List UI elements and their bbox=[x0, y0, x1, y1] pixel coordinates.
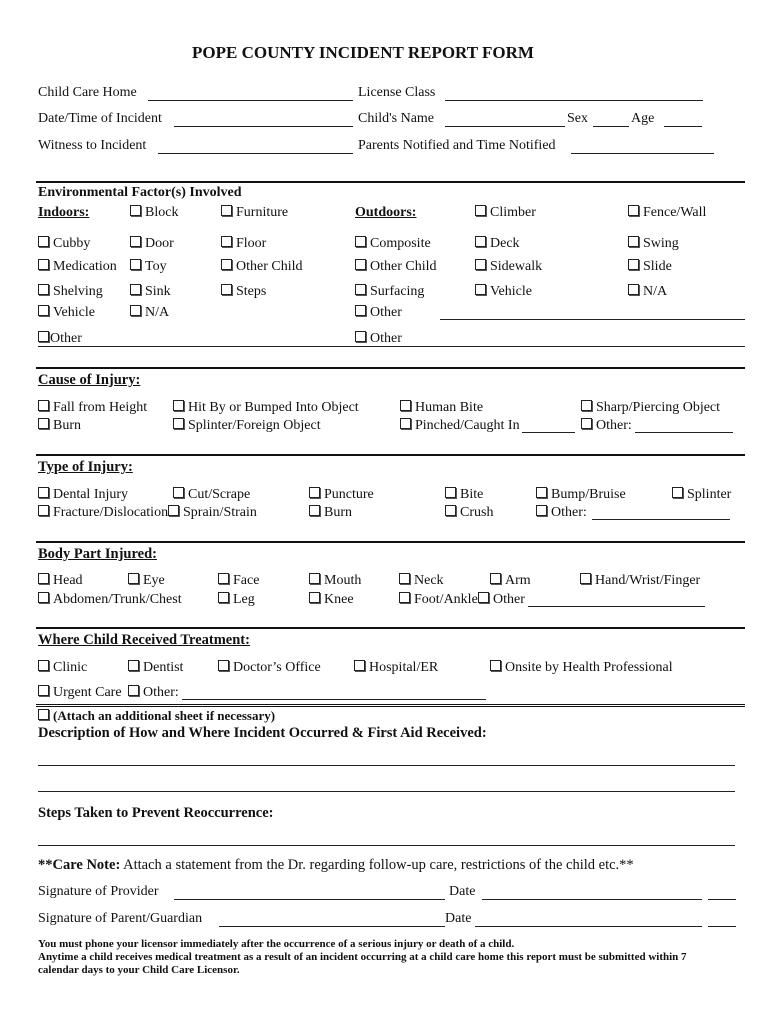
steps-heading: Steps Taken to Prevent Reoccurrence: bbox=[38, 805, 274, 821]
section-divider bbox=[36, 454, 745, 456]
checkbox-hand-wrist[interactable]: Hand/Wrist/Finger bbox=[580, 573, 700, 589]
age-field[interactable] bbox=[664, 126, 702, 127]
checkbox-sharp-object[interactable]: Sharp/Piercing Object bbox=[581, 400, 720, 416]
checkbox-attach-sheet[interactable]: (Attach an additional sheet if necessary) bbox=[38, 708, 275, 724]
checkbox-puncture[interactable]: Puncture bbox=[309, 487, 374, 503]
checkbox-other-child-indoor[interactable]: Other Child bbox=[221, 259, 303, 275]
other-treatment-field[interactable] bbox=[182, 699, 486, 700]
childs-name-label: Child's Name bbox=[358, 111, 435, 126]
checkbox-swing[interactable]: Swing bbox=[628, 236, 679, 252]
checkbox-head[interactable]: Head bbox=[38, 573, 83, 589]
care-note: **Care Note: Attach a statement from the Dr. regarding follow-up care, restrictions of the child etc.** bbox=[38, 857, 634, 873]
checkbox-eye[interactable]: Eye bbox=[128, 573, 165, 589]
env-heading: Environmental Factor(s) Involved bbox=[38, 185, 242, 200]
date-parent-label: Date bbox=[445, 911, 472, 926]
checkbox-medication[interactable]: Medication bbox=[38, 259, 117, 275]
checkbox-mouth[interactable]: Mouth bbox=[309, 573, 361, 589]
checkbox-climber[interactable]: Climber bbox=[475, 205, 536, 221]
description-line-1[interactable] bbox=[38, 765, 735, 766]
checkbox-sink[interactable]: Sink bbox=[130, 284, 171, 300]
checkbox-vehicle-indoor[interactable]: Vehicle bbox=[38, 305, 95, 321]
child-care-home-label: Child Care Home bbox=[38, 85, 137, 100]
section-divider bbox=[36, 704, 745, 707]
sex-field[interactable] bbox=[593, 126, 629, 127]
parents-notified-label: Parents Notified and Time Notified bbox=[358, 138, 556, 153]
footer-line-1: You must phone your licensor immediately after the occurrence of a serious injury or death of a child. bbox=[38, 938, 515, 950]
checkbox-abdomen[interactable]: Abdomen/Trunk/Chest bbox=[38, 592, 182, 608]
other-cause-field[interactable] bbox=[635, 432, 733, 433]
outdoors-label: Outdoors: bbox=[355, 205, 417, 220]
checkbox-vehicle-outdoor[interactable]: Vehicle bbox=[475, 284, 532, 300]
section-divider bbox=[36, 541, 745, 543]
checkbox-surfacing[interactable]: Surfacing bbox=[355, 284, 424, 300]
cause-heading: Cause of Injury: bbox=[38, 372, 141, 388]
checkbox-cut-scrape[interactable]: Cut/Scrape bbox=[173, 487, 250, 503]
checkbox-other-outdoor-2[interactable]: Other bbox=[355, 331, 402, 347]
checkbox-block[interactable]: Block bbox=[130, 205, 178, 221]
parents-notified-field[interactable] bbox=[571, 153, 714, 154]
checkbox-other-indoor[interactable]: Other bbox=[38, 331, 82, 347]
footer-line-3: calendar days to your Child Care Licensor. bbox=[38, 964, 240, 976]
checkbox-fence-wall[interactable]: Fence/Wall bbox=[628, 205, 706, 221]
checkbox-burn-cause[interactable]: Burn bbox=[38, 418, 81, 434]
section-divider bbox=[36, 627, 745, 629]
body-heading: Body Part Injured: bbox=[38, 546, 157, 562]
treatment-heading: Where Child Received Treatment: bbox=[38, 632, 250, 648]
checkbox-floor[interactable]: Floor bbox=[221, 236, 266, 252]
sig-provider-label: Signature of Provider bbox=[38, 884, 159, 899]
checkbox-burn-type[interactable]: Burn bbox=[309, 505, 352, 521]
checkbox-arm[interactable]: Arm bbox=[490, 573, 531, 589]
indoors-label: Indoors: bbox=[38, 205, 90, 220]
checkbox-shelving[interactable]: Shelving bbox=[38, 284, 103, 300]
license-class-label: License Class bbox=[358, 85, 436, 100]
checkbox-slide[interactable]: Slide bbox=[628, 259, 672, 275]
date-provider-label: Date bbox=[449, 884, 476, 899]
checkbox-human-bite[interactable]: Human Bite bbox=[400, 400, 483, 416]
date-parent-extra[interactable] bbox=[708, 926, 736, 927]
checkbox-crush[interactable]: Crush bbox=[445, 505, 493, 521]
checkbox-toy[interactable]: Toy bbox=[130, 259, 167, 275]
checkbox-na-outdoor[interactable]: N/A bbox=[628, 284, 667, 300]
section-divider bbox=[36, 367, 745, 369]
checkbox-cubby[interactable]: Cubby bbox=[38, 236, 90, 252]
checkbox-dental-injury[interactable]: Dental Injury bbox=[38, 487, 128, 503]
checkbox-composite[interactable]: Composite bbox=[355, 236, 431, 252]
checkbox-fracture[interactable]: Fracture/Dislocation bbox=[38, 505, 168, 521]
checkbox-other-cause[interactable]: Other: bbox=[581, 418, 632, 434]
checkbox-hospital-er[interactable]: Hospital/ER bbox=[354, 660, 438, 676]
sig-parent-label: Signature of Parent/Guardian bbox=[38, 911, 203, 926]
witness-label: Witness to Incident bbox=[38, 138, 147, 153]
child-care-home-field[interactable] bbox=[148, 100, 353, 101]
checkbox-other-treatment[interactable]: Other: bbox=[128, 685, 179, 701]
date-time-field[interactable] bbox=[174, 126, 353, 127]
checkbox-knee[interactable]: Knee bbox=[309, 592, 354, 608]
checkbox-other-body[interactable]: Other bbox=[478, 592, 525, 608]
date-time-label: Date/Time of Incident bbox=[38, 111, 162, 126]
other-type-field[interactable] bbox=[592, 519, 730, 520]
checkbox-other-outdoor-1[interactable]: Other bbox=[355, 305, 402, 321]
sex-label: Sex bbox=[567, 111, 588, 126]
checkbox-fall-from-height[interactable]: Fall from Height bbox=[38, 400, 147, 416]
checkbox-bump-bruise[interactable]: Bump/Bruise bbox=[536, 487, 626, 503]
date-parent-field[interactable] bbox=[475, 926, 702, 927]
steps-line[interactable] bbox=[38, 845, 735, 846]
checkbox-clinic[interactable]: Clinic bbox=[38, 660, 87, 676]
checkbox-door[interactable]: Door bbox=[130, 236, 174, 252]
checkbox-leg[interactable]: Leg bbox=[218, 592, 255, 608]
witness-field[interactable] bbox=[158, 153, 353, 154]
checkbox-steps[interactable]: Steps bbox=[221, 284, 266, 300]
checkbox-other-type[interactable]: Other: bbox=[536, 505, 587, 521]
checkbox-splinter[interactable]: Splinter bbox=[672, 487, 731, 503]
checkbox-foot-ankle[interactable]: Foot/Ankle bbox=[399, 592, 478, 608]
sig-provider-field[interactable] bbox=[174, 899, 445, 900]
license-class-field[interactable] bbox=[445, 100, 703, 101]
form-title: POPE COUNTY INCIDENT REPORT FORM bbox=[192, 43, 534, 62]
checkbox-pinched[interactable]: Pinched/Caught In bbox=[400, 418, 520, 434]
checkbox-sidewalk[interactable]: Sidewalk bbox=[475, 259, 542, 275]
other-outdoor-1-field[interactable] bbox=[440, 319, 745, 320]
other-body-field[interactable] bbox=[528, 606, 705, 607]
description-heading: Description of How and Where Incident Occurred & First Aid Received: bbox=[38, 725, 487, 741]
checkbox-neck[interactable]: Neck bbox=[399, 573, 444, 589]
date-provider-field[interactable] bbox=[482, 899, 702, 900]
checkbox-doctors-office[interactable]: Doctor’s Office bbox=[218, 660, 321, 676]
checkbox-hit-by-object[interactable]: Hit By or Bumped Into Object bbox=[173, 400, 359, 416]
checkbox-sprain[interactable]: Sprain/Strain bbox=[168, 505, 257, 521]
other-line[interactable] bbox=[38, 346, 745, 347]
footer-line-2: Anytime a child receives medical treatment as a result of an incident occurring at a child care home this report must be submitted within 7 bbox=[38, 951, 687, 963]
checkbox-onsite[interactable]: Onsite by Health Professional bbox=[490, 660, 673, 676]
pinched-field[interactable] bbox=[522, 432, 575, 433]
type-heading: Type of Injury: bbox=[38, 459, 133, 475]
checkbox-splinter-foreign[interactable]: Splinter/Foreign Object bbox=[173, 418, 321, 434]
checkbox-dentist[interactable]: Dentist bbox=[128, 660, 183, 676]
checkbox-furniture[interactable]: Furniture bbox=[221, 205, 288, 221]
childs-name-field[interactable] bbox=[445, 126, 565, 127]
age-label: Age bbox=[631, 111, 655, 126]
description-line-2[interactable] bbox=[38, 791, 735, 792]
date-provider-extra[interactable] bbox=[708, 899, 736, 900]
checkbox-other-child-outdoor[interactable]: Other Child bbox=[355, 259, 437, 275]
checkbox-bite[interactable]: Bite bbox=[445, 487, 483, 503]
checkbox-deck[interactable]: Deck bbox=[475, 236, 520, 252]
sig-parent-field[interactable] bbox=[219, 926, 445, 927]
checkbox-na-indoor[interactable]: N/A bbox=[130, 305, 169, 321]
checkbox-face[interactable]: Face bbox=[218, 573, 259, 589]
checkbox-urgent-care[interactable]: Urgent Care bbox=[38, 685, 122, 701]
section-divider bbox=[36, 181, 745, 183]
